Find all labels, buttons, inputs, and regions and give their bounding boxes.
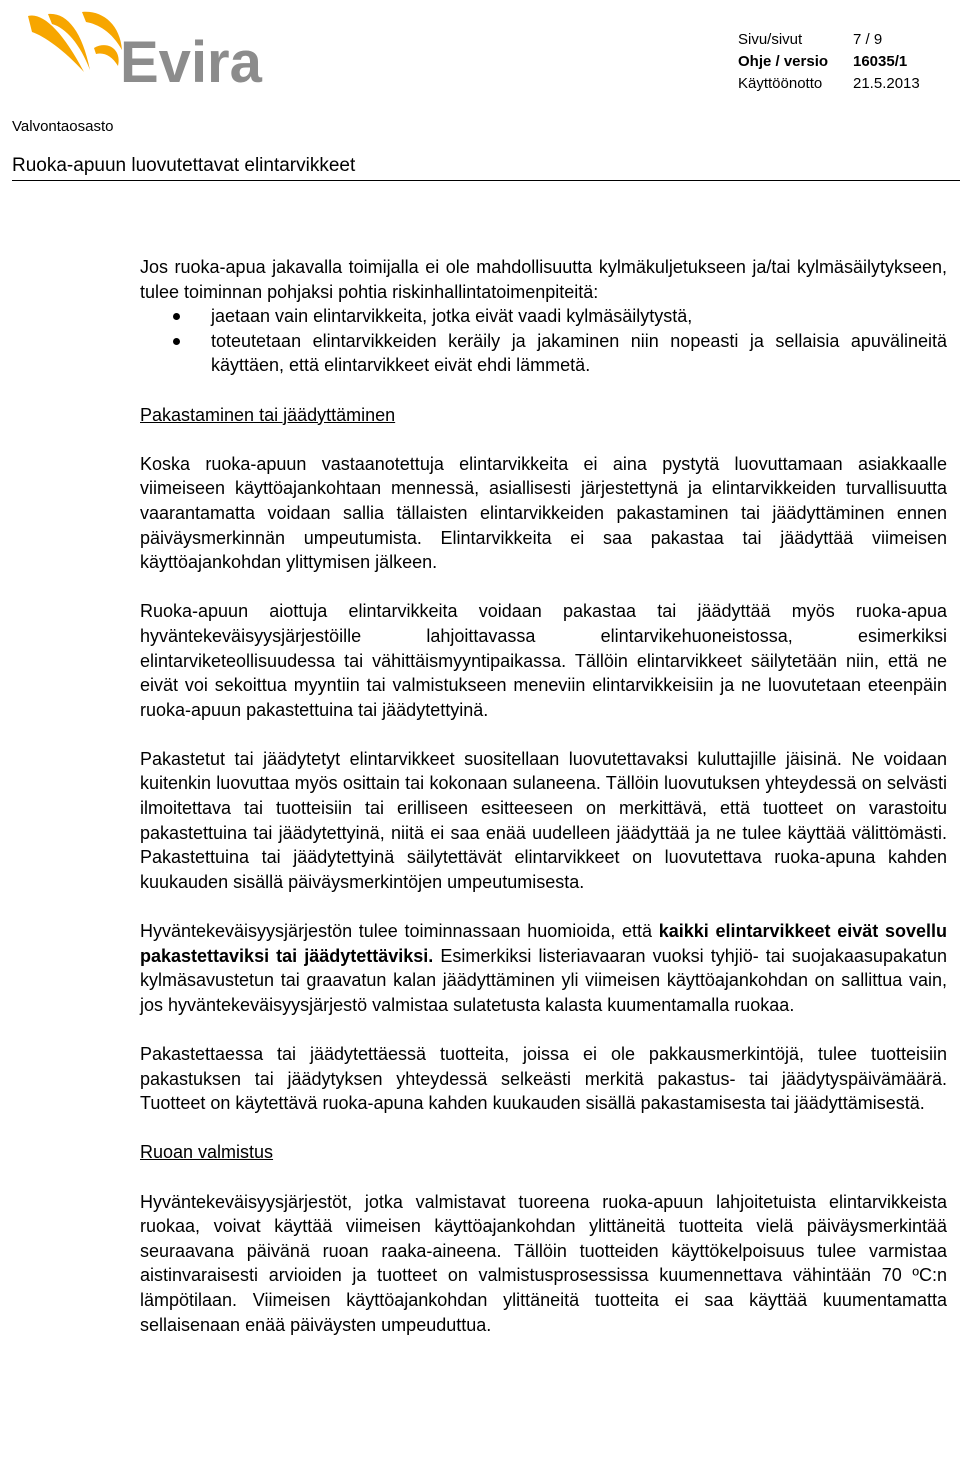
list-item-text: jaetaan vain elintarvikkeita, jotka eivät vaadi kylmäsäilytystä, [211, 306, 693, 327]
spacer [140, 378, 947, 403]
meta-page-value: 7 / 9 [853, 31, 883, 48]
page-header [0, 0, 960, 190]
meta-page-label: Sivu/sivut [738, 31, 803, 48]
header-divider [12, 180, 960, 181]
intro-paragraph: Jos ruoka-apua jakavalla toimijalla ei ole mahdollisuutta kylmäkuljetukseen ja/tai kylmäsäilytykseen, tulee toiminnan pohjaksi pohtia riskinhallintatoimenpiteitä: [140, 257, 947, 302]
meta-version [738, 51, 920, 73]
spacer [140, 427, 947, 452]
document-title: Ruoka-apuun luovutettavat elintarvikkeet [12, 155, 356, 176]
paragraph: Pakastettaessa tai jäädytettäessä tuotteita, joissa ei ole pakkausmerkintöjä, tulee tuotteisiin pakastuksen tai jäädytyksen yhteydessä selkeästi merkitä pakastus- tai jäädytyspäivämäärä. Tuotteet on käytettävä ruoka-apuna kahden kuukauden sisällä pakastamisesta tai jäädyttämisestä. [140, 1044, 947, 1114]
spacer [140, 575, 947, 600]
logo-swoosh-small [94, 45, 119, 66]
bullet-icon [173, 313, 180, 320]
meta-date-label: Käyttöönotto [738, 75, 823, 92]
paragraph-text: Hyväntekeväisyysjärjestön tulee toiminnassaan huomioida, että [140, 921, 659, 942]
spacer [140, 1116, 947, 1141]
spacer [140, 1165, 947, 1190]
evira-logo [22, 10, 282, 92]
bullet-icon [173, 338, 180, 345]
document-meta [738, 29, 920, 95]
spacer [140, 1017, 947, 1042]
paragraph: Hyväntekeväisyysjärjestöt, jotka valmistavat tuoreena ruoka-apuun lahjoitetuista elintarvikkeista ruokaa, voivat käyttää viimeisen käyttöajankohdan ylittäneitä tuotteita vielä päiväysmerkintää seuraavana päivänä ruoan raaka-aineena. Tällöin tuotteiden käyttökelpoisuus tulee varmistaa aistinvaraisesti arvioiden ja tuotteet on valmistusprosessissa kuumennettava vähintään 70 ºC:n lämpötilaan. Viimeisen käyttöajankohdan ylittäneitä tuotteita ei saa käyttää kuumentamatta sellaisenaan enää päiväysten umpeuduttua. [140, 1191, 947, 1335]
spacer [140, 894, 947, 919]
meta-version-value: 16035/1 [853, 53, 908, 70]
emphasis-text: kaikki elintarvikkeet eivät sovellu pakastettaviksi tai jäädytettäviksi. [140, 921, 947, 966]
bullet-list [140, 304, 947, 378]
meta-date-value: 21.5.2013 [853, 75, 920, 92]
spacer [140, 722, 947, 747]
list-item [140, 329, 947, 378]
meta-page [738, 29, 920, 51]
paragraph: Koska ruoka-apuun vastaanotettuja elintarvikkeita ei aina pystytä luovuttamaan asiakkaalle viimeiseen käyttöajankohtaan mennessä, asiallisesti järjestettynä ja elintarvikkeiden turvallisuutta vaarantamatta voidaan sallia tällaisten elintarvikkeiden pakastaminen tai jäädyttäminen ennen päiväysmerkinnän umpeutumista. Elintarvikkeita ei saa pakastaa tai jäädyttää viimeisen käyttöajankohdan ylittymisen jälkeen. [140, 453, 947, 573]
meta-date [738, 73, 920, 95]
list-item-text: toteutetaan elintarvikkeiden keräily ja jakaminen niin nopeasti ja sellaisia apuvälineitä käyttäen, että elintarvikkeet eivät ehdi lämmetä. [211, 330, 947, 376]
paragraph: Ruoka-apuun aiottuja elintarvikkeita voidaan pakastaa tai jäädyttää myös ruoka-apua hyväntekeväisyysjärjestöille lahjoittavassa elintarvikehuoneistossa, esimerkiksi elintarviketeollisuudessa tai vähittäismyyntipaikassa. Tällöin elintarvikkeet säilytetään niin, että ne eivät voi sekoittua myyntiin tai valmistukseen meneviin elintarvikkeisiin ja ne luovutetaan eteenpäin ruoka-apuun pakastettuina tai jäädytettyinä. [140, 601, 947, 720]
section-heading-packaging: Pakastaminen tai jäädyttäminen [140, 404, 396, 425]
meta-version-label: Ohje / versio [738, 53, 829, 70]
document-body [140, 255, 947, 1337]
paragraph: Pakastetut tai jäädytetyt elintarvikkeet suositellaan luovutettavaksi kuluttajille jäisinä. Ne voidaan kuitenkin luovuttaa myös osittain tai kokonaan sulaneena. Tällöin luovutuksen yhteydessä on selvästi ilmoitettava tai tuotteisiin tai erilliseen esitteeseen on merkittävä, että tuotteet on varastoitu pakastettuina tai jäädytettyinä, niitä ei saa enää uudelleen jäädyttää ja ne tulee käyttää välittömästi. Pakastettuina tai jäädytettyinä säilytettävät elintarvikkeet on luovutettava ruoka-apuna kahden kuukauden sisällä päiväysmerkintöjen umpeutumisesta. [140, 748, 947, 892]
logo-swoosh-right [82, 12, 122, 50]
paragraph [140, 919, 947, 1017]
logo-wordmark: Evira [120, 30, 262, 92]
section-heading-cooking: Ruoan valmistus [140, 1142, 274, 1163]
evira-logo-mark [22, 10, 282, 92]
paragraph-text: Esimerkiksi listeriavaaran vuoksi tyhjiö- tai suojakaasupakatun kylmäsavustetun tai graavatun kalan jäädyttäminen yli viimeisen käyttöajankohdan on sallittua vain, jos hyväntekeväisyysjärjestö valmistaa sulatetusta kalasta kuumentamalla ruokaa. [140, 945, 947, 1015]
list-item [140, 304, 947, 329]
department-name: Valvontaosasto [12, 118, 114, 135]
